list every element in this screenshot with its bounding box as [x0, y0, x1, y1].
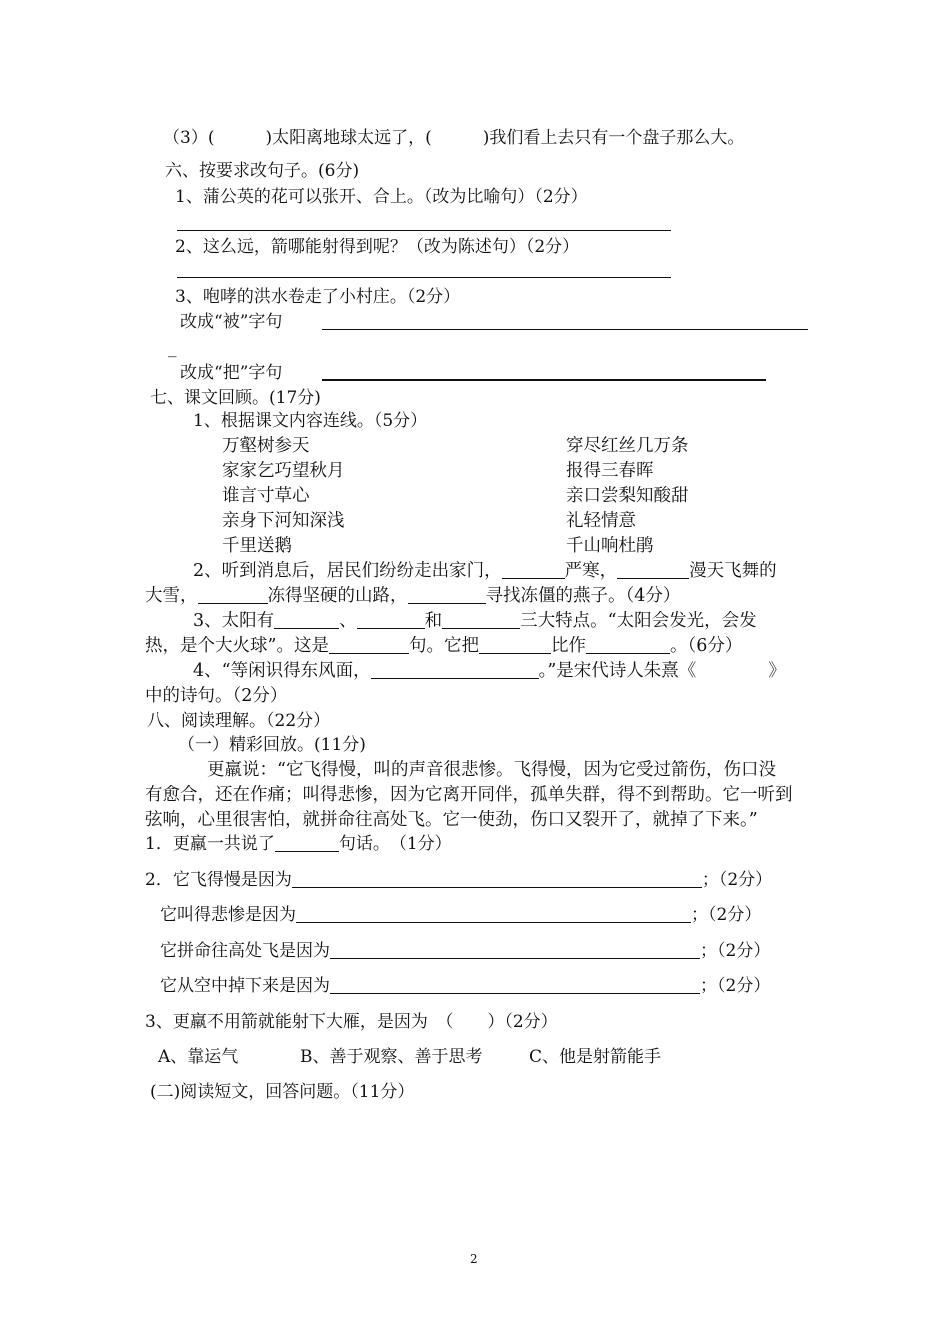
blank[interactable] — [408, 587, 486, 604]
s7-q2-text: 大雪， — [145, 586, 198, 606]
ba-label: 改成“把”字句 — [180, 363, 283, 383]
s8-q1 — [145, 833, 452, 855]
s7-q2-text: 寻找冻僵的燕子。（4分） — [485, 586, 681, 606]
page-number: 2 — [470, 1252, 478, 1266]
match-right[interactable]: 千山响杜鹃 — [566, 536, 654, 556]
blank[interactable] — [502, 562, 565, 579]
blank[interactable] — [329, 637, 409, 654]
s7-q2-text: 严寒， — [564, 561, 618, 581]
match-right[interactable]: 礼轻情意 — [566, 511, 636, 531]
section-8-title: 八、阅读理解。（22分） — [147, 711, 331, 731]
s8-q2-line — [160, 975, 770, 997]
s7-q4-line1 — [193, 660, 786, 682]
s7-q4-text: 》 — [768, 661, 786, 681]
s7-q3-text: 和 — [424, 611, 443, 631]
s8-q2-line — [160, 904, 761, 926]
s7-q2-line1 — [193, 560, 777, 582]
match-right[interactable]: 穿尽红丝几万条 — [566, 436, 689, 456]
section-7-title: 七、课文回顾。(17分) — [150, 388, 321, 408]
blank[interactable] — [357, 612, 425, 629]
option-c[interactable]: C、他是射箭能手 — [529, 1047, 662, 1067]
s8-q2-text: 它从空中掉下来是因为 — [160, 976, 330, 996]
s8-q2-line — [160, 940, 770, 962]
s8-q2-score: ；（2分） — [701, 870, 773, 890]
ba-answer-line[interactable] — [322, 379, 766, 381]
answer-blank[interactable] — [330, 977, 700, 994]
s7-q3-text: 比作 — [550, 636, 586, 656]
s8-q1-text: 句话。 （1分） — [338, 834, 452, 854]
s8-q2-score: ；（2分） — [691, 905, 762, 925]
answer-blank[interactable] — [296, 906, 691, 923]
s7-q2-line2 — [145, 585, 680, 607]
blank[interactable] — [479, 637, 551, 654]
match-left[interactable]: 万壑树参天 — [222, 436, 310, 456]
answer-blank[interactable] — [330, 942, 700, 959]
match-left[interactable]: 家家乞巧望秋月 — [222, 461, 345, 481]
bei-answer-line[interactable] — [322, 329, 808, 330]
option-b[interactable]: B、善于观察、善于思考 — [300, 1047, 483, 1067]
s8-q3: 3、更羸不用箭就能射下大雁，是因为 （ ）（2分） — [145, 1012, 558, 1032]
s7-q4-line2: 中的诗句。（2分） — [145, 686, 288, 706]
match-right[interactable]: 报得三春晖 — [566, 461, 654, 481]
blank[interactable] — [198, 587, 268, 604]
s8-q1-text: 1．更羸一共说了 — [145, 834, 275, 854]
s8-sub2: (二)阅读短文，回答问题。（11分） — [150, 1082, 415, 1102]
blank[interactable] — [274, 612, 339, 629]
s7-q3-text: 。（6分） — [669, 636, 743, 656]
s7-q2-text: 2、听到消息后，居民们纷纷走出家门， — [193, 561, 502, 581]
match-left[interactable]: 亲身下河知深浅 — [222, 511, 345, 531]
bei-label: 改成“被”字句 — [180, 312, 283, 332]
s8-sub1: （一）精彩回放。(11分) — [178, 735, 366, 755]
answer-line[interactable] — [177, 230, 671, 231]
blank[interactable] — [586, 637, 670, 654]
s7-q3-line1 — [193, 610, 757, 632]
s7-q3-text: 热，是个大火球”。这是 — [145, 636, 329, 656]
answer-line[interactable] — [177, 277, 671, 278]
s6-q2: 2、这么远，箭哪能射得到呢？（改为陈述句）（2分） — [175, 237, 580, 257]
s7-q4-text: 4、“等闲识得东风面， — [193, 661, 371, 681]
passage-line: 更羸说：“它飞得慢，叫的声音很悲惨。飞得慢，因为它受过箭伤，伤口没 — [207, 760, 776, 780]
blank[interactable] — [275, 835, 339, 852]
s8-q2-score: ；（2分） — [700, 976, 771, 996]
s7-q4-text: 。”是宋代诗人朱熹《 — [538, 661, 697, 681]
s8-q2-text: 它拼命往高处飞是因为 — [160, 941, 330, 961]
blank[interactable] — [442, 612, 520, 629]
s7-q3-line2 — [145, 635, 742, 657]
passage-line: 弦响，心里很害怕，就拼命往高处飞。它一使劲，伤口又裂开了，就掉了下来。” — [145, 810, 758, 830]
s8-q2-line — [145, 869, 772, 891]
match-left[interactable]: 千里送鹅 — [222, 536, 292, 556]
blank[interactable] — [617, 562, 689, 579]
s7-q1: 1、根据课文内容连线。（5分） — [193, 411, 428, 431]
s6-q1: 1、蒲公英的花可以张开、合上。（改为比喻句）（2分） — [175, 187, 588, 207]
bei-extra: _ — [168, 338, 177, 358]
s8-q2-text: 2．它飞得慢是因为 — [145, 870, 292, 890]
s8-q2-text: 它叫得悲惨是因为 — [160, 905, 296, 925]
match-left[interactable]: 谁言寸草心 — [222, 486, 310, 506]
match-right[interactable]: 亲口尝梨知酸甜 — [566, 486, 689, 506]
q5-3: （3）( )太阳离地球太远了，( )我们看上去只有一个盘子那么大。 — [163, 128, 745, 148]
option-a[interactable]: A、靠运气 — [158, 1047, 239, 1067]
s6-q3: 3、咆哮的洪水卷走了小村庄。（2分） — [175, 287, 461, 307]
answer-blank[interactable] — [292, 871, 702, 888]
s7-q3-text: 3、太阳有 — [193, 611, 275, 631]
blank[interactable] — [371, 662, 539, 679]
s7-q3-text: 句。它把 — [408, 636, 479, 656]
s8-q2-score: ；（2分） — [700, 941, 771, 961]
s7-q3-text: 三大特点。“太阳会发光，会发 — [520, 611, 757, 631]
s7-q2-text: 漫天飞舞的 — [689, 561, 777, 581]
s7-q3-text: 、 — [339, 611, 357, 631]
passage-line: 有愈合，还在作痛；叫得悲惨，因为它离开同伴，孤单失群，得不到帮助。它一听到 — [145, 785, 793, 805]
section-6-title: 六、按要求改句子。(6分) — [165, 161, 360, 181]
s7-q2-text: 冻得坚硬的山路， — [267, 586, 408, 606]
